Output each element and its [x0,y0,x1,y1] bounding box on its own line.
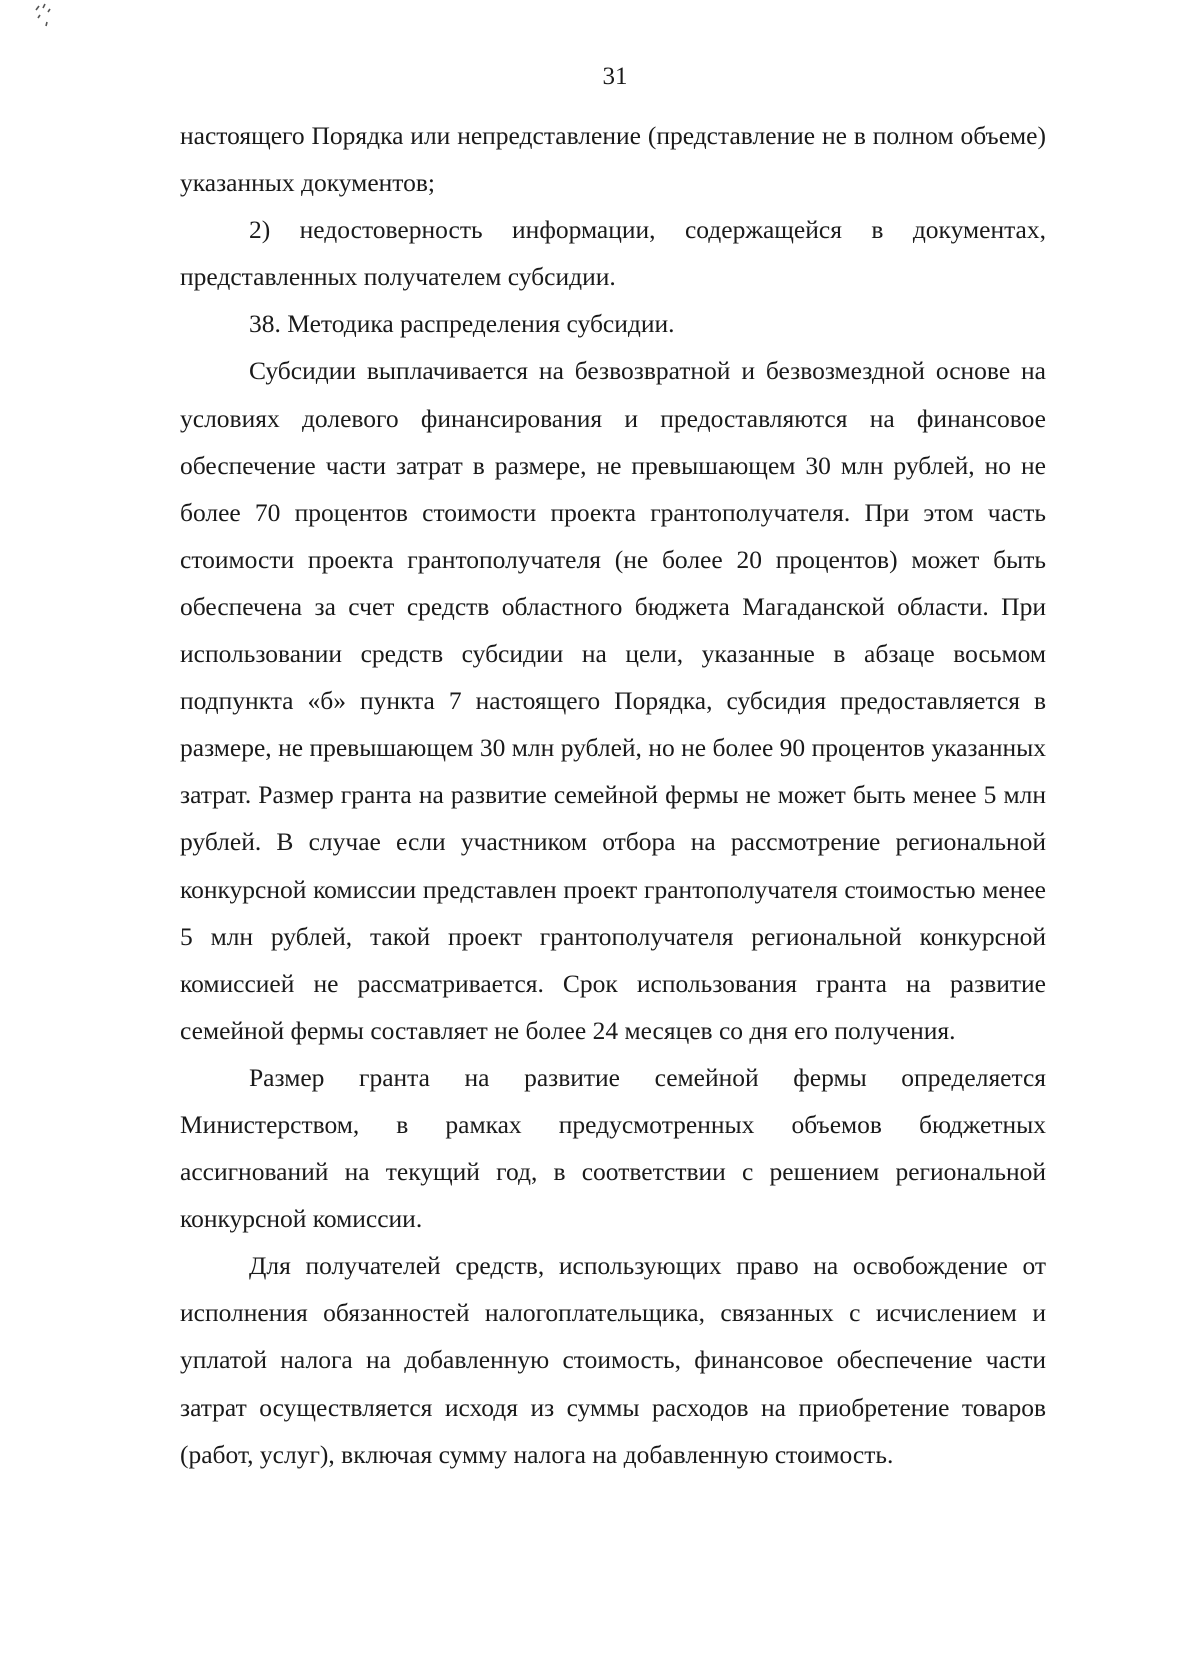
paragraph-subsidy-terms: Субсидии выплачивается на безвозвратной и безвозмездной основе на условиях долевого финансирования и предоставляются на финансовое обеспечение части затрат в размере, не превышающем 30 млн рублей, но не более 70 процентов стоимости проекта грантополучателя. При этом часть стоимости проекта грантополучателя (не более 20 процентов) может быть обеспечена за счет средств областного бюджета Магаданской области. При использовании средств субсидии на цели, указанные в абзаце восьмом подпункта «б» пункта 7 настоящего Порядка, субсидия предоставляется в размере, не превышающем 30 млн рублей, но не более 90 процентов указанных затрат. Размер гранта на развитие семейной фермы не может быть менее 5 млн рублей. В случае если участником отбора на рассмотрение региональной конкурсной комиссии представлен проект грантополучателя стоимостью менее 5 млн рублей, такой проект грантополучателя региональной конкурсной комиссией не рассматривается. Срок использования гранта на развитие семейной фермы составляет не более 24 месяцев со дня его получения. [180,356,1046,1045]
paragraph-section-38-heading: 38. Методика распределения субсидии. [249,309,675,339]
page-number: 31 [602,63,628,90]
scan-artifact-marks [34,2,64,32]
paragraph-grant-size: Размер гранта на развитие семейной фермы определяется Министерством, в рамках предусмотренных объемов бюджетных ассигнований на текущий год, в соответствии с решением региональной конкурсной комиссии. [180,1062,1046,1234]
paragraph-vat-provision: Для получателей средств, использующих право на освобождение от исполнения обязанностей налогоплательщика, связанных с исчислением и уплатой налога на добавленную стоимость, финансовое обеспечение части затрат осуществляется исходя из суммы расходов на приобретение товаров (работ, услуг), включая сумму налога на добавленную стоимость. [180,1251,1046,1469]
paragraph-continuation: настоящего Порядка или непредставление (представление не в полном объеме) указанных документов; [180,121,1046,198]
paragraph-item-2: 2) недостоверность информации, содержащейся в документах, представленных получателем субсидии. [180,215,1046,292]
document-body [180,112,1046,1478]
